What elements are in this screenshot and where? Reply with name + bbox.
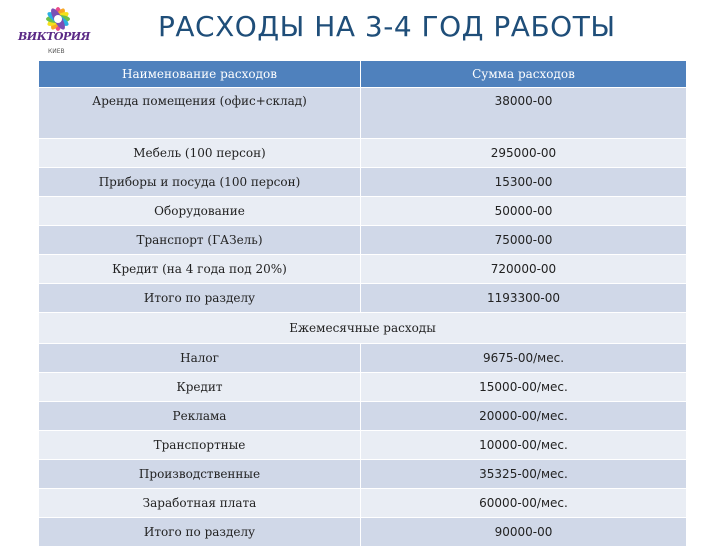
expense-name: Транспорт (ГАЗель) (39, 226, 361, 255)
expense-name: Кредит (на 4 года под 20%) (39, 255, 361, 284)
expense-amount: 295000-00 (361, 139, 687, 168)
expense-amount: 10000-00/мес. (361, 431, 687, 460)
expense-amount: 60000-00/мес. (361, 489, 687, 518)
expense-name: Налог (39, 344, 361, 373)
table-row (39, 489, 687, 518)
expense-name: Аренда помещения (офис+склад) (39, 88, 361, 139)
logo-wordmark: ВИКТОРИЯ (18, 30, 90, 43)
table-row (39, 373, 687, 402)
expense-amount: 35325-00/мес. (361, 460, 687, 489)
expense-name: Заработная плата (39, 489, 361, 518)
expense-amount: 15000-00/мес. (361, 373, 687, 402)
column-header-amount: Сумма расходов (361, 61, 687, 88)
expense-amount: 9675-00/мес. (361, 344, 687, 373)
expense-name: Оборудование (39, 197, 361, 226)
expense-name: Итого по разделу (39, 284, 361, 313)
table-row-total (39, 284, 687, 313)
expense-amount: 20000-00/мес. (361, 402, 687, 431)
expense-amount: 15300-00 (361, 168, 687, 197)
expense-name: Транспортные (39, 431, 361, 460)
table-row (39, 197, 687, 226)
expenses-table (38, 60, 687, 547)
expense-name: Мебель (100 персон) (39, 139, 361, 168)
section-header-row (39, 313, 687, 344)
table-row (39, 255, 687, 284)
table-row (39, 431, 687, 460)
table-row (39, 402, 687, 431)
table-header-row (39, 61, 687, 88)
expense-name: Приборы и посуда (100 персон) (39, 168, 361, 197)
expense-amount: 38000-00 (361, 88, 687, 139)
expense-name: Итого по разделу (39, 518, 361, 547)
table-row (39, 460, 687, 489)
table-row (39, 226, 687, 255)
expense-amount: 90000-00 (361, 518, 687, 547)
section-title: Ежемесячные расходы (39, 313, 687, 344)
table-row (39, 344, 687, 373)
expense-amount: 720000-00 (361, 255, 687, 284)
company-logo (8, 2, 108, 64)
expense-name: Реклама (39, 402, 361, 431)
table-row (39, 139, 687, 168)
expense-name: Производственные (39, 460, 361, 489)
expense-name: Кредит (39, 373, 361, 402)
logo-subtitle: КИЕВ (48, 48, 65, 55)
table-row-total (39, 518, 687, 547)
expense-amount: 1193300-00 (361, 284, 687, 313)
table-row (39, 168, 687, 197)
page-title: РАСХОДЫ НА 3-4 ГОД РАБОТЫ (158, 10, 616, 43)
table-row (39, 88, 687, 139)
column-header-name: Наименование расходов (39, 61, 361, 88)
expense-amount: 75000-00 (361, 226, 687, 255)
expenses-table-container (38, 60, 686, 547)
expense-amount: 50000-00 (361, 197, 687, 226)
